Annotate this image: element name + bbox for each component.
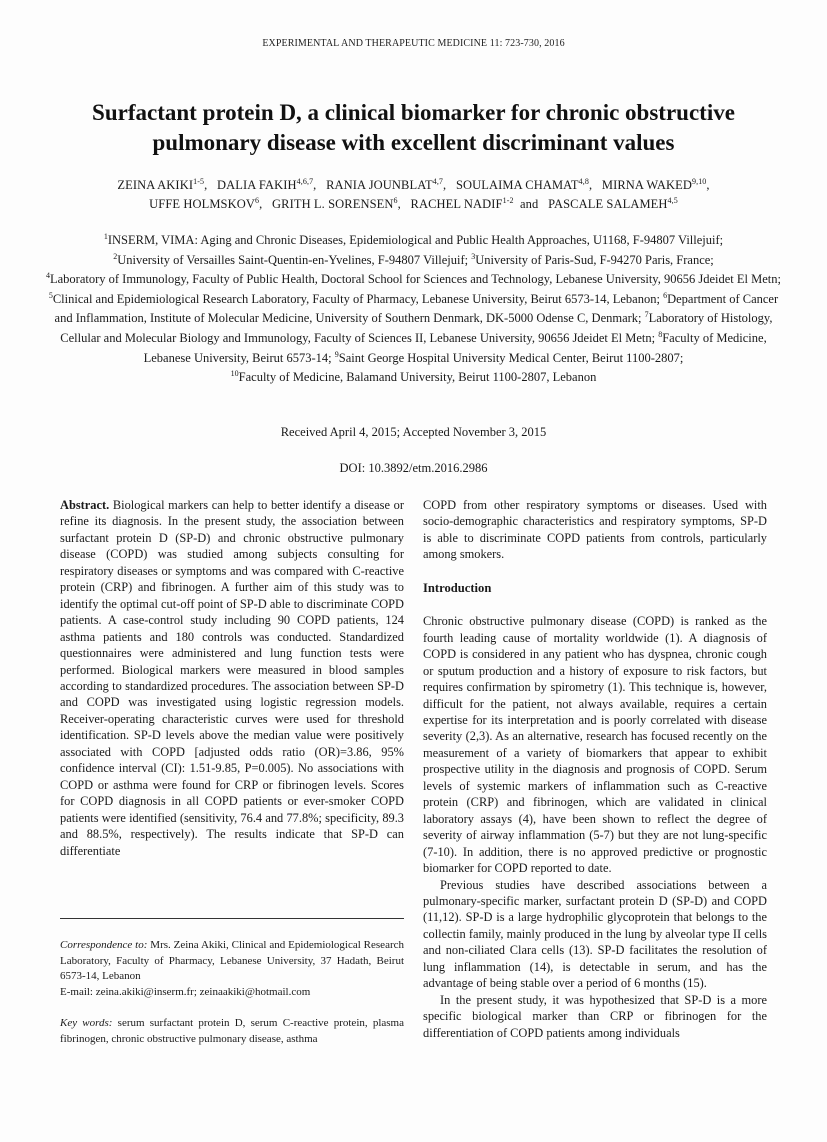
abstract-continuation: COPD from other respiratory symptoms or diseases. Used with socio-demographic characteristics and respiratory symptoms, SP-D is able to discriminate COPD patients from controls, particularly among smokers. <box>423 498 767 562</box>
correspondence <box>60 938 404 1000</box>
author-affiliation: 9,10 <box>692 176 707 186</box>
intro-paragraph: In the present study, it was hypothesized that SP-D is a more specific biological marker than CRP or fibrinogen for the differentiation of COPD patients among individuals <box>423 992 767 1040</box>
author-affiliation: 1-5 <box>193 176 205 186</box>
affiliation-text: University of Versailles Saint-Quentin-en-Yvelines, F-94807 Villejuif; <box>117 252 472 267</box>
affiliation-text: Faculty of Medicine, Lebanese University, Beirut 6573-14; <box>143 330 767 365</box>
affiliation-number: 4 <box>45 271 50 281</box>
affiliation-text: Department of Cancer and Inflammation, Institute of Molecular Medicine, University of Southern Denmark, DK-5000 Odense C, Denmark; <box>54 291 779 326</box>
author-name: RANIA JOUNBLAT <box>326 178 433 192</box>
author-line-2 <box>40 195 787 214</box>
author-affiliation: 4,6,7 <box>296 176 314 186</box>
affiliation-number: 7 <box>644 310 649 320</box>
author-separator: , <box>259 197 269 211</box>
author-affiliation: 6 <box>254 195 260 205</box>
doi: DOI: 10.3892/etm.2016.2986 <box>339 461 488 475</box>
author-name: GRITH L. SORENSEN <box>272 197 394 211</box>
author-name: MIRNA WAKED <box>601 178 692 192</box>
keywords-label: Key words: <box>60 1017 113 1029</box>
author-separator: , <box>204 178 214 192</box>
affiliation-number: 9 <box>334 349 339 359</box>
affiliation-text: University of Paris-Sud, F-94270 Paris, France; <box>475 252 714 267</box>
author-name: RACHEL NADIF <box>410 197 503 211</box>
author-list <box>40 176 787 214</box>
author-separator: , <box>397 197 408 211</box>
affiliation-text: Laboratory of Immunology, Faculty of Public Health, Doctoral School for Sciences and Technology, Lebanese University, 90656 Jdeidet El Metn; <box>49 272 781 287</box>
affiliation-number: 3 <box>471 251 476 261</box>
correspondence-label: Correspondence to: <box>60 939 148 951</box>
intro-paragraph: Previous studies have described associations between a pulmonary-specific marker, surfactant protein D (SP-D) and COPD (11,12). SP-D is a large hydrophilic glycoprotein that belongs to the collectin family, mainly produced in the lung by alveolar type II cells and non-ciliated Clara cells (13). SP-D facilitates the resolution of lung inflammation (14), is detectable in serum, and has the advantage of being stable over a period of 6 months (15). <box>423 877 767 991</box>
author-name: PASCALE SALAMEH <box>548 197 668 211</box>
correspondence-email[interactable]: E-mail: zeina.akiki@inserm.fr; zeinaakiki@hotmail.com <box>60 985 311 998</box>
footnote-divider <box>60 918 404 919</box>
intro-paragraph: Chronic obstructive pulmonary disease (COPD) is ranked as the fourth leading cause of mortality worldwide (1). A diagnosis of COPD is considered in any patient who has dyspnea, chronic cough or sputum production and a history of exposure to risk factors, but requires confirmation by spirometry (1). This technique is, however, difficult for the patient, not always available, requires a certain expertise for its interpretation and is poorly correlated with disease severity (2,3). As an alternative, research has focused recently on the measurement of a variety of biomarkers that appear to exhibit prospective utility in the diagnosis and prognosis of COPD. Serum levels of systemic markers of inflammation such as C-reactive protein (CRP) and fibrinogen, which are validated in clinical laboratory assays (4), have been shown to reflect the degree of severity of airway inflammation (5-7) but they are not lung-specific (7-10). In addition, there is no approved predictive or prognostic biomarker for COPD reported to date. <box>423 614 767 876</box>
abstract-label: Abstract. <box>60 498 110 512</box>
keywords <box>60 1016 404 1047</box>
affiliation-number: 1 <box>103 231 108 241</box>
section-heading-introduction: Introduction <box>423 580 492 595</box>
author-name: ZEINA AKIKI <box>117 178 194 192</box>
author-separator: , <box>706 178 710 192</box>
affiliation-number: 10 <box>230 369 239 378</box>
running-head: EXPERIMENTAL AND THERAPEUTIC MEDICINE 11: 723-730, 2016 <box>262 38 565 49</box>
affiliation-number: 5 <box>48 290 53 300</box>
title-line-2: pulmonary disease with excellent discriminant values <box>152 130 675 155</box>
author-affiliation: 4,7 <box>432 176 444 186</box>
affiliation-text: INSERM, VIMA: Aging and Chronic Diseases, Epidemiological and Public Health Approaches, U1168, F-94807 Villejuif; <box>107 233 724 247</box>
author-affiliation: 1-2 <box>502 195 514 205</box>
author-name: DALIA FAKIH <box>216 178 297 192</box>
affiliation-text: Faculty of Medicine, Balamand University, Beirut 1100-2807, Lebanon <box>238 370 597 385</box>
author-separator: , <box>443 178 453 192</box>
received-accepted-dates: Received April 4, 2015; Accepted November 3, 2015 <box>280 425 547 439</box>
affiliation-number: 6 <box>663 290 668 300</box>
affiliations <box>40 231 787 388</box>
author-name: UFFE HOLMSKOV <box>149 197 255 211</box>
right-column <box>423 497 767 1041</box>
author-affiliation: 6 <box>393 195 398 205</box>
left-column <box>60 497 404 859</box>
affiliation-text: Saint George Hospital University Medical Center, Beirut 1100-2807; <box>338 350 684 365</box>
affiliation-number: 2 <box>113 251 118 261</box>
article-title <box>40 98 787 158</box>
author-affiliation: 4,8 <box>578 176 589 186</box>
correspondence-text: Mrs. Zeina Akiki, Clinical and Epidemiological Research Laboratory, Faculty of Pharmacy, Lebanese University, 37 Hadath, Beirut 6573-14, Lebanon <box>60 939 404 983</box>
author-line-1 <box>40 176 787 195</box>
keywords-text: serum surfactant protein D, serum C-reactive protein, plasma fibrinogen, chronic obstructive pulmonary disease, asthma <box>60 1017 404 1045</box>
affiliation-text: Clinical and Epidemiological Research Laboratory, Faculty of Pharmacy, Lebanese University, Beirut 6573-14, Lebanon; <box>52 291 664 306</box>
author-affiliation: 4,5 <box>667 195 678 205</box>
author-separator: and <box>513 197 545 211</box>
affiliation-number: 8 <box>658 329 663 339</box>
abstract-text: Biological markers can help to better identify a disease or refine its diagnosis. In the present study, the association between surfactant protein D (SP-D) and chronic obstructive pulmonary disease (COPD) was studied among subjects consulting for respiratory diseases or symptoms and was compared with C-reactive protein (CRP) and fibrinogen. A further aim of this study was to identify the optimal cut-off point of SP-D able to discriminate COPD patients. A case-control study including 90 COPD patients, 124 asthma patients and 180 controls was conducted. Standardized questionnaires were administered and lung function tests were performed. Biological markers were measured in blood samples according to standardized procedures. The association between SP-D and COPD was investigated using logistic regression models. Receiver-operating characteristic curves were used for threshold identification. SP-D levels above the median value were positively associated with COPD [adjusted odds ratio (OR)=3.86, 95% confidence interval (CI): 1.51-9.85, P=0.005). No associations with COPD or asthma were found for CRP or fibrinogen levels. Scores for COPD diagnosis in all COPD patients or ever-smoker COPD patients were identified (sensitivity, 76.4 and 77.8%; specificity, 89.3 and 88.5%, respectively). The results indicate that SP-D can differentiate <box>60 498 404 858</box>
title-line-1: Surfactant protein D, a clinical biomarker for chronic obstructive <box>92 100 735 125</box>
author-separator: , <box>588 178 599 192</box>
author-separator: , <box>313 178 323 192</box>
abstract <box>60 497 404 859</box>
author-name: SOULAIMA CHAMAT <box>455 178 579 192</box>
affiliation-text: Laboratory of Histology, Cellular and Molecular Biology and Immunology, Faculty of Sciences II, Lebanese University, 90656 Jdeidet El Metn; <box>60 311 773 345</box>
